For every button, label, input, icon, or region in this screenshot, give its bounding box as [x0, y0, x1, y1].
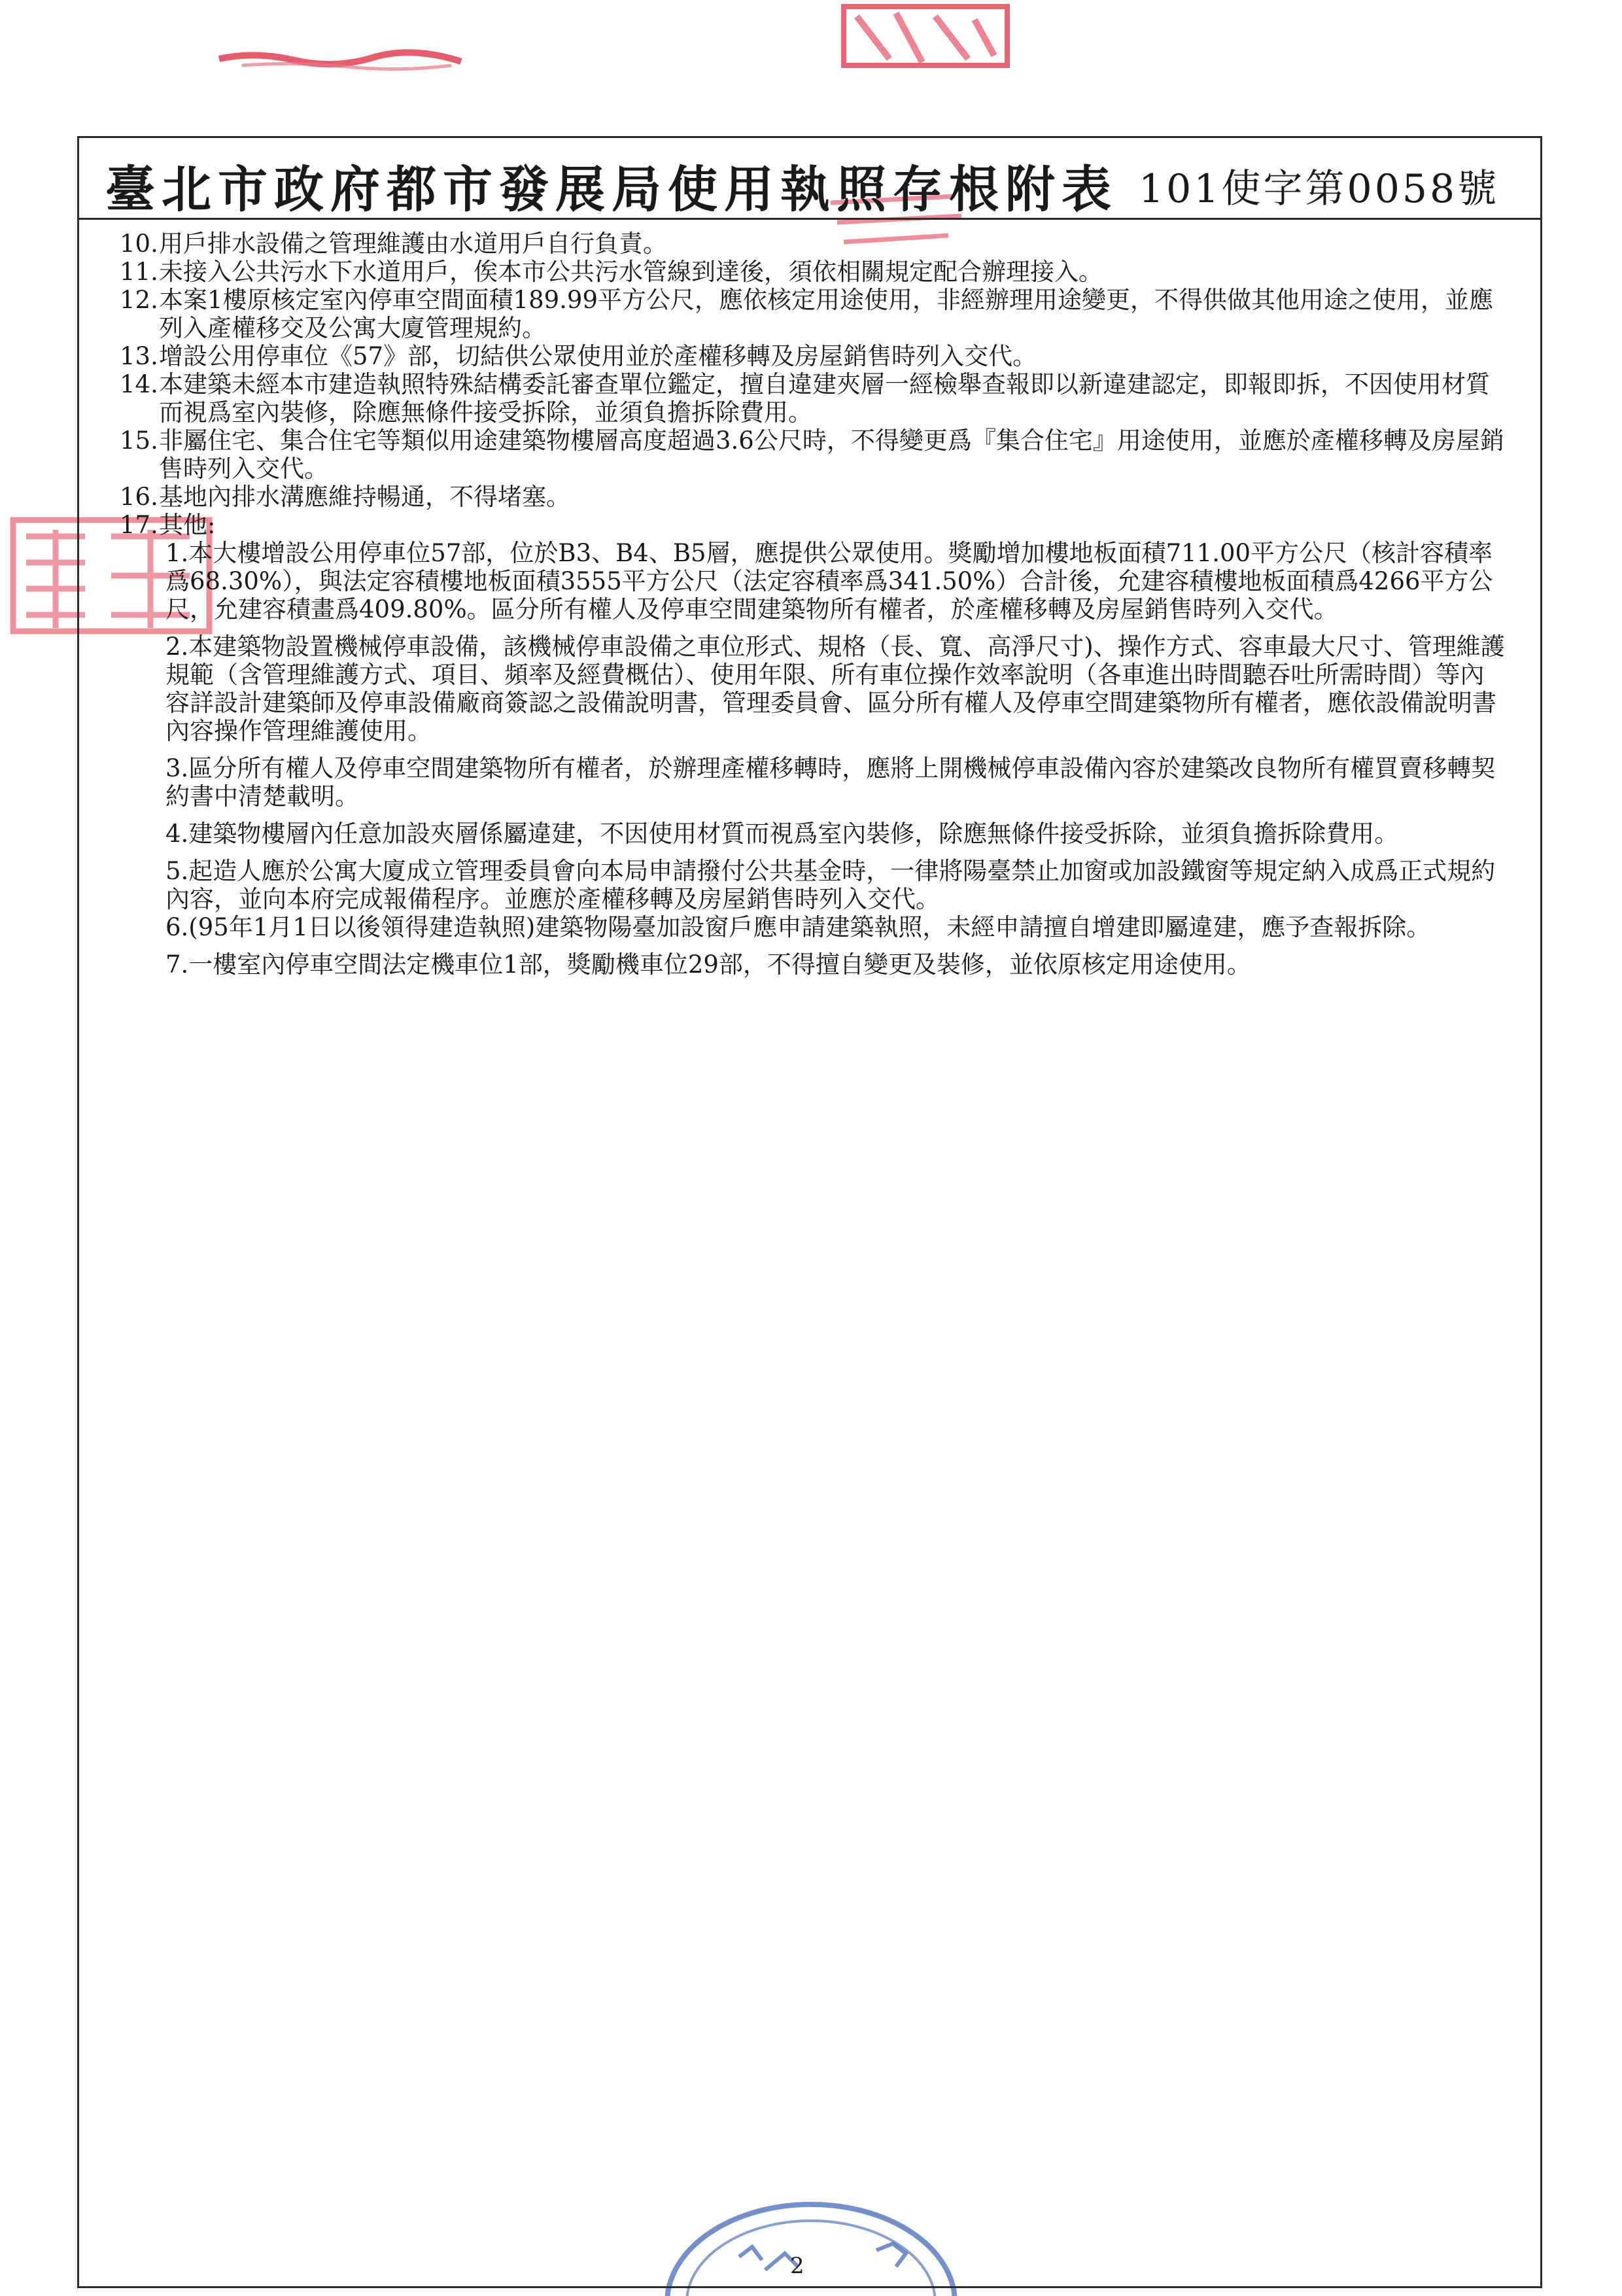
page-number: 2 — [790, 2253, 804, 2279]
document-title: 臺北市政府都市發展局使用執照存根附表 — [105, 160, 1118, 218]
sub-item: 1.本大樓增設公用停車位57部，位於B3、B4、B5層，應提供公眾使用。獎勵增加樓地板面積711.00平方公尺（核計容積率爲68.30%），與法定容積樓地板面積3555平方公尺（法定容積率爲341.50%）合計後，允建容積樓地板面積爲4266平方公尺，允建容積畫爲409.80%。區分所有權人及停車空間建築物所有權者，於產權移轉及房屋銷售時列入交代。 — [165, 539, 1493, 623]
document-number: 101使字第0058號 — [1139, 166, 1500, 212]
list-item: 10. 用戶排水設備之管理維護由水道用戶自行負責。 — [120, 230, 667, 258]
conditions-list — [120, 230, 1506, 979]
list-item: 16. 基地內排水溝應維持暢通，不得堵塞。 — [120, 483, 570, 511]
document-frame — [77, 136, 1542, 2288]
list-item: 12. 本案1樓原核定室內停車空間面積189.99平方公尺，應依核定用途使用，非經辦理用途變更，不得供做其他用途之使用，並應列入產權移交及公寓大廈管理規約。 — [120, 286, 1494, 342]
sub-item: 3.區分所有權人及停車空間建築物所有權者，於辦理產權移轉時，應將上開機械停車設備內容於建築改良物所有權買賣移轉契約書中清楚載明。 — [165, 754, 1496, 810]
list-item: 17. 其他: — [120, 511, 216, 539]
sub-item: 4.建築物樓層內任意加設夾層係屬違建，不因使用材質而視爲室內裝修，除應無條件接受拆除，並須負擔拆除費用。 — [165, 820, 1399, 848]
sub-item: 7.一樓室內停車空間法定機車位1部，獎勵機車位29部，不得擅自變更及裝修，並依原核定用途使用。 — [165, 950, 1251, 979]
title-row — [79, 138, 1540, 220]
red-ink-smudge — [216, 46, 464, 72]
list-item: 11. 未接入公共污水下水道用戶，俟本市公共污水管線到達後，須依相關規定配合辦理接入。 — [120, 258, 1103, 286]
list-item: 13. 增設公用停車位《57》部，切結供公眾使用並於產權移轉及房屋銷售時列入交代。 — [120, 342, 1037, 370]
list-item: 15. 非屬住宅、集合住宅等類似用途建築物樓層高度超過3.6公尺時，不得變更爲『集合住宅』用途使用，並應於產權移轉及房屋銷售時列入交代。 — [120, 426, 1504, 483]
list-item: 14. 本建築未經本市建造執照特殊結構委託審查單位鑑定，擅自違建夾層一經檢舉查報即以新違建認定，即報即拆，不因使用材質而視爲室內裝修，除應無條件接受拆除，並須負擔拆除費用。 — [120, 370, 1490, 426]
sub-item: 6.(95年1月1日以後領得建造執照)建築物陽臺加設窗戶應申請建築執照，未經申請擅自增建即屬違建，應予查報拆除。 — [165, 913, 1431, 941]
sub-item: 2.本建築物設置機械停車設備，該機械停車設備之車位形式、規格（長、寬、高淨尺寸)、操作方式、容車最大尺寸、管理維護規範（含管理維護方式、項目、頻率及經費概估）、使用年限、所有車位操作效率說明（各車進出時間聽吞吐所需時間）等內容詳設計建築師及停車設備廠商簽認之設備說明書，管理委員會、區分所有權人及停車空間建築物所有權者，應依設備說明書內容操作管理維護使用。 — [165, 633, 1505, 745]
red-stamp-top-right — [831, 0, 1020, 72]
sub-item: 5.起造人應於公寓大廈成立管理委員會向本局申請撥付公共基金時，一律將陽臺禁止加窗或加設鐵窗等規定納入成爲正式規約內容，並向本府完成報備程序。並應於產權移轉及房屋銷售時列入交代。 — [165, 857, 1496, 913]
